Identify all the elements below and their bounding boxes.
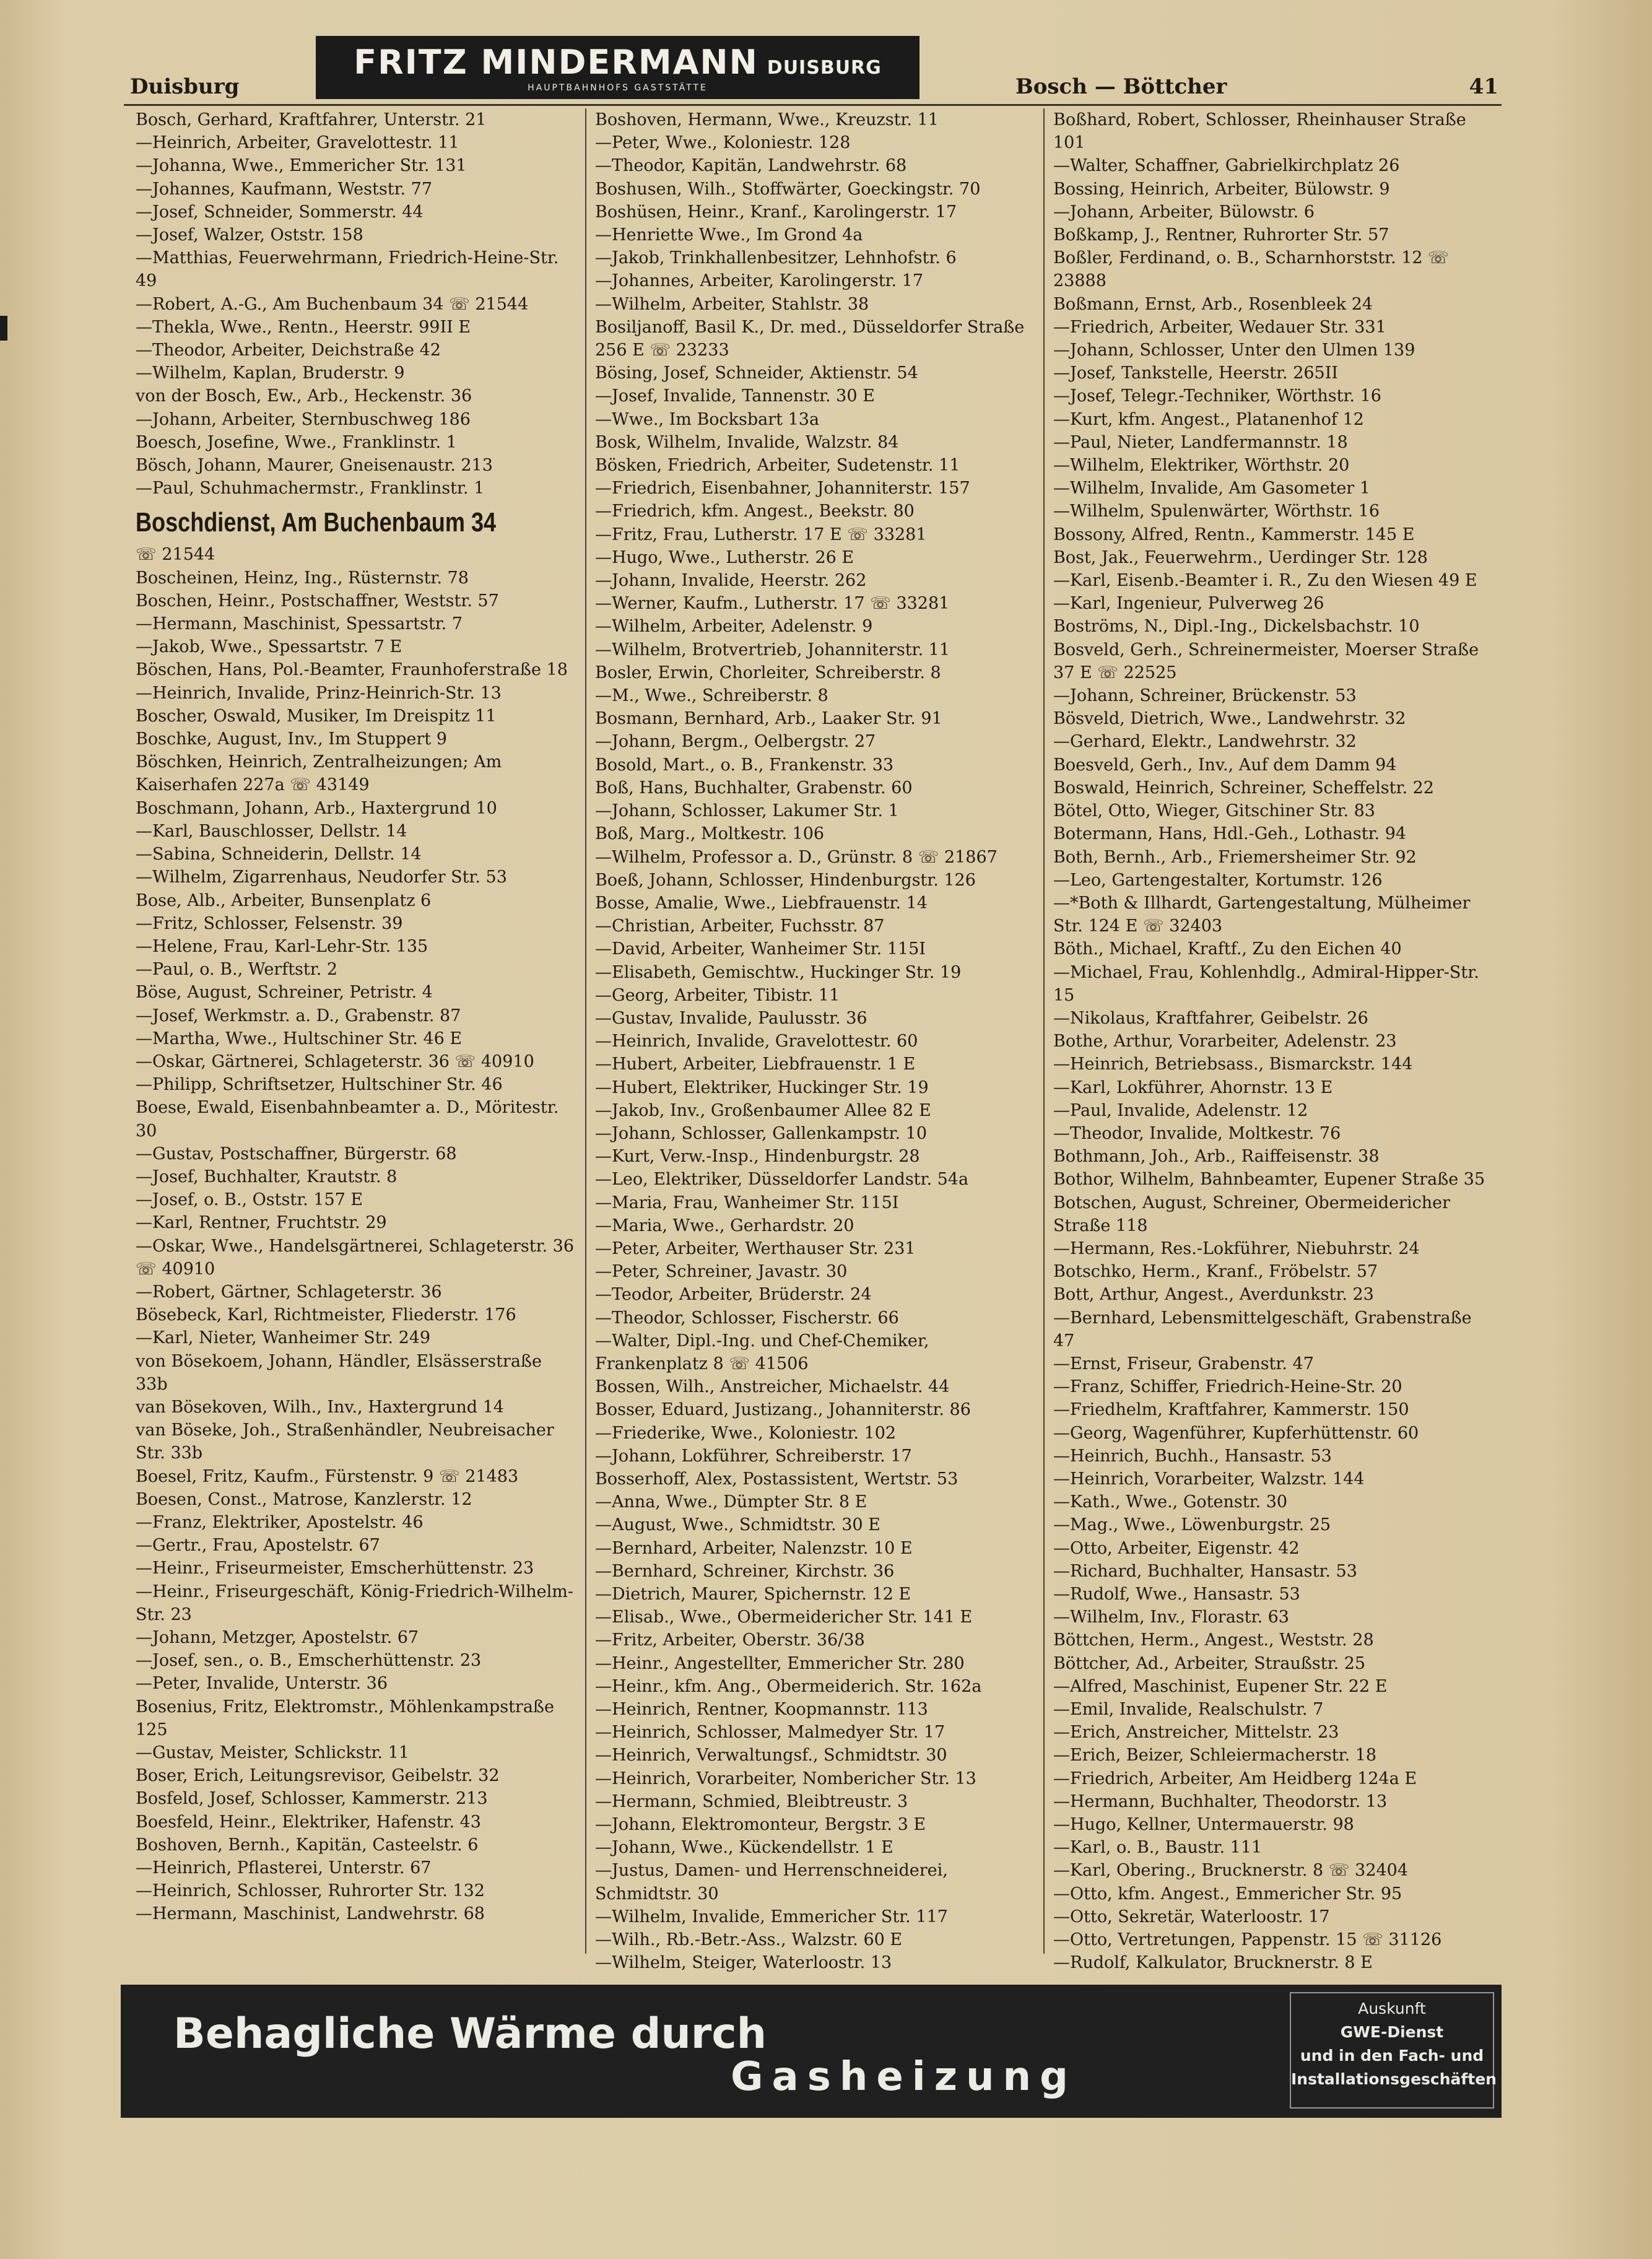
directory-entry: —Wilhelm, Professor a. D., Grünstr. 8 ☏ 21867	[595, 847, 998, 867]
directory-entry: —Oskar, Gärtnerei, Schlageterstr. 36 ☏ 40910	[136, 1051, 534, 1071]
directory-entry: —Gustav, Postschaffner, Bürgerstr. 68	[136, 1144, 457, 1164]
directory-entry: —Werner, Kaufm., Lutherstr. 17 ☏ 33281	[595, 594, 950, 614]
directory-entry: Boser, Erich, Leitungsrevisor, Geibelstr. 32	[136, 1766, 500, 1786]
directory-entry: —Josef, Tankstelle, Heerstr. 265II	[1053, 363, 1339, 383]
directory-entry: —Rudolf, Wwe., Hansastr. 53	[1053, 1585, 1300, 1604]
directory-entry: —Georg, Wagenführer, Kupferhüttenstr. 60	[1053, 1423, 1419, 1443]
directory-entry: Botermann, Hans, Hdl.-Geh., Lothastr. 94	[1053, 824, 1407, 844]
margin-mark	[0, 316, 7, 341]
directory-entry: —Justus, Damen- und Herrenschneiderei, Schmidtstr. 30	[595, 1861, 948, 1904]
directory-entry: ☏ 21544	[136, 545, 215, 565]
directory-entry: Boscheinen, Heinz, Ing., Rüsternstr. 78	[136, 568, 469, 588]
directory-entry: —Oskar, Wwe., Handelsgärtnerei, Schlageterstr. 36 ☏ 40910	[136, 1236, 575, 1279]
directory-entry: Boßhard, Robert, Schlosser, Rheinhauser Straße 101	[1053, 110, 1466, 153]
directory-entry: Bösken, Friedrich, Arbeiter, Sudetenstr. 11	[595, 456, 960, 476]
directory-entry: Bosfeld, Josef, Schlosser, Kammerstr. 213	[136, 1789, 488, 1809]
directory-entry: —Philipp, Schriftsetzer, Hultschiner Str. 46	[136, 1075, 503, 1095]
directory-entry: —Karl, Nieter, Wanheimer Str. 249	[136, 1328, 431, 1348]
directory-entry: —Karl, Rentner, Fruchtstr. 29	[136, 1213, 387, 1233]
directory-entry: Boesveld, Gerh., Inv., Auf dem Damm 94	[1053, 755, 1397, 775]
directory-entry: Bosse, Amalie, Wwe., Liebfrauenstr. 14	[595, 893, 928, 913]
directory-entry: —Heinr., kfm. Ang., Obermeiderich. Str. 162a	[595, 1676, 982, 1696]
directory-entry: —Friedrich, Arbeiter, Am Heidberg 124a E	[1053, 1769, 1417, 1788]
directory-entry: —Walter, Schaffner, Gabrielkirchplatz 26	[1053, 156, 1400, 176]
directory-entry: —Otto, Arbeiter, Eigenstr. 42	[1053, 1538, 1300, 1558]
directory-entry: —*Both & Illhardt, Gartengestaltung, Mülheimer Str. 124 E ☏ 32403	[1053, 893, 1471, 936]
directory-entry: —Sabina, Schneiderin, Dellstr. 14	[136, 845, 422, 864]
directory-entry: —Heinr., Friseurmeister, Emscherhüttenstr. 23	[136, 1559, 534, 1578]
directory-entry: —Gertr., Frau, Apostelstr. 67	[136, 1536, 380, 1556]
directory-entry: —Bernhard, Schreiner, Kirchstr. 36	[595, 1561, 895, 1581]
directory-entry: Bösing, Josef, Schneider, Aktienstr. 54	[595, 363, 918, 383]
directory-entry: —Gustav, Meister, Schlickstr. 11	[136, 1743, 409, 1763]
directory-entry: —Wilhelm, Brotvertrieb, Johanniterstr. 11	[595, 640, 950, 659]
directory-entry: —Josef, sen., o. B., Emscherhüttenstr. 23	[136, 1651, 482, 1671]
directory-entry: —Johann, Arbeiter, Bülowstr. 6	[1053, 202, 1315, 222]
directory-entry: —Friedrich, Eisenbahner, Johanniterstr. 157	[595, 479, 970, 498]
directory-entry: —Josef, o. B., Oststr. 157 E	[136, 1190, 363, 1210]
directory-entry: Bosser, Eduard, Justizang., Johanniterstr. 86	[595, 1400, 971, 1420]
directory-entry: —Franz, Schiffer, Friedrich-Heine-Str. 20	[1053, 1377, 1402, 1397]
directory-entry: —Johann, Schlosser, Gallenkampstr. 10	[595, 1123, 928, 1143]
directory-entry: —Helene, Frau, Karl-Lehr-Str. 135	[136, 936, 428, 956]
directory-entry: Boese, Ewald, Eisenbahnbeamter a. D., Möritestr. 30	[136, 1098, 559, 1141]
ad-box-line: Installationsgeschäften	[1291, 2070, 1497, 2088]
directory-entry: —Josef, Invalide, Tannenstr. 30 E	[595, 386, 875, 406]
directory-entry: —Alfred, Maschinist, Eupener Str. 22 E	[1053, 1676, 1388, 1696]
directory-entry: Bosserhoff, Alex, Postassistent, Wertstr. 53	[595, 1469, 959, 1489]
directory-entry: —Robert, A.-G., Am Buchenbaum 34 ☏ 21544	[136, 294, 529, 314]
directory-entry: —Peter, Arbeiter, Werthauser Str. 231	[595, 1238, 916, 1258]
ad-product: Gasheizung	[731, 2054, 1077, 2100]
directory-entry: —Otto, Vertretungen, Pappenstr. 15 ☏ 31126	[1053, 1930, 1442, 1950]
directory-entry: Boesel, Fritz, Kaufm., Fürstenstr. 9 ☏ 21483	[136, 1466, 519, 1486]
directory-entry: Boßkamp, J., Rentner, Ruhrorter Str. 57	[1053, 225, 1389, 245]
directory-entry: —Johannes, Kaufmann, Weststr. 77	[136, 179, 433, 199]
directory-entry: —David, Arbeiter, Wanheimer Str. 115I	[595, 939, 926, 959]
header-rule	[124, 104, 1502, 106]
directory-entry: —Elisabeth, Gemischtw., Huckinger Str. 19	[595, 962, 962, 982]
directory-entry: Bosmann, Bernhard, Arb., Laaker Str. 91	[595, 709, 942, 729]
column-2	[585, 108, 1043, 1973]
directory-entry: —Johann, Schlosser, Lakumer Str. 1	[595, 801, 899, 821]
banner-subtitle: HAUPTBAHNHOFS GASTSTÄTTE	[528, 82, 708, 93]
directory-entry: —Karl, Eisenb.-Beamter i. R., Zu den Wiesen 49 E	[1053, 571, 1477, 591]
directory-entry: —Paul, Nieter, Landfermannstr. 18	[1053, 432, 1348, 452]
directory-entry: —Hermann, Buchhalter, Theodorstr. 13	[1053, 1791, 1388, 1811]
directory-entry: —Bernhard, Lebensmittelgeschäft, Grabenstraße 47	[1053, 1308, 1472, 1351]
directory-entry: —Wilhelm, Invalide, Am Gasometer 1	[1053, 479, 1370, 498]
directory-entry: —Wilhelm, Arbeiter, Stahlstr. 38	[595, 294, 869, 314]
directory-entry: Boshüsen, Heinr., Kranf., Karolingerstr. 17	[595, 202, 957, 222]
directory-entry: —Hermann, Maschinist, Landwehrstr. 68	[136, 1904, 485, 1924]
ad-headline: Behagliche Wärme durch	[173, 2009, 767, 2058]
directory-entry: —Karl, Lokführer, Ahornstr. 13 E	[1053, 1077, 1333, 1097]
directory-entry: —Kurt, kfm. Angest., Platanenhof 12	[1053, 409, 1364, 429]
directory-entry: —Elisab., Wwe., Obermeidericher Str. 141 E	[595, 1608, 973, 1627]
directory-entry: —Peter, Wwe., Koloniestr. 128	[595, 133, 851, 153]
directory-entry: —Theodor, Arbeiter, Deichstraße 42	[136, 341, 441, 360]
directory-entry: —Ernst, Friseur, Grabenstr. 47	[1053, 1354, 1314, 1373]
directory-entry: Bosch, Gerhard, Kraftfahrer, Unterstr. 21	[136, 110, 487, 129]
directory-entry: —Walter, Dipl.-Ing. und Chef-Chemiker, Frankenplatz 8 ☏ 41506	[595, 1331, 929, 1373]
directory-entry: —Heinrich, Pflasterei, Unterstr. 67	[136, 1858, 432, 1878]
directory-entry: Bothmann, Joh., Arb., Raiffeisenstr. 38	[1053, 1147, 1380, 1167]
column-3	[1043, 108, 1502, 1973]
directory-entry: Bossony, Alfred, Rentn., Kammerstr. 145 E	[1053, 524, 1415, 544]
directory-entry: —Dietrich, Maurer, Spichernstr. 12 E	[595, 1585, 911, 1604]
directory-entry: —Johann, Bergm., Oelbergstr. 27	[595, 732, 876, 752]
directory-entry: —Leo, Gartengestalter, Kortumstr. 126	[1053, 870, 1383, 890]
directory-entry: —Wilhelm, Invalide, Emmericher Str. 117	[595, 1907, 948, 1926]
directory-entry: —Leo, Elektriker, Düsseldorfer Landstr. 54a	[595, 1170, 969, 1190]
directory-entry: —Teodor, Arbeiter, Brüderstr. 24	[595, 1285, 872, 1305]
footer-advertisement	[121, 1985, 1502, 2118]
directory-entry: Boß, Marg., Moltkestr. 106	[595, 824, 825, 844]
banner-title	[354, 43, 882, 82]
directory-entry: —Johann, Schlosser, Unter den Ulmen 139	[1053, 341, 1415, 360]
directory-entry: Boschke, August, Inv., Im Stuppert 9	[136, 729, 447, 749]
directory-entry: Boswald, Heinrich, Schreiner, Scheffelstr. 22	[1053, 778, 1434, 798]
directory-entry: Bosold, Mart., o. B., Frankenstr. 33	[595, 755, 894, 775]
directory-entry: Bösveld, Dietrich, Wwe., Landwehrstr. 32	[1053, 709, 1406, 729]
directory-entry: —Johann, Arbeiter, Sternbuschweg 186	[136, 409, 471, 429]
directory-entry: —Gerhard, Elektr., Landwehrstr. 32	[1053, 732, 1357, 752]
directory-entry: —Heinrich, Invalide, Gravelottestr. 60	[595, 1032, 918, 1051]
directory-entry: Bost, Jak., Feuerwehrm., Uerdinger Str. 128	[1053, 547, 1428, 567]
directory-entry: —Jakob, Trinkhallenbesitzer, Lehnhofstr. 6	[595, 248, 957, 268]
directory-entry: —Wilhelm, Steiger, Waterloostr. 13	[595, 1953, 892, 1973]
directory-entry: —Heinrich, Vorarbeiter, Nombericher Str. 13	[595, 1769, 976, 1788]
directory-entry: Boesen, Const., Matrose, Kanzlerstr. 12	[136, 1489, 472, 1509]
directory-entry: —Rudolf, Kalkulator, Brucknerstr. 8 E	[1053, 1953, 1373, 1973]
directory-entry: —Nikolaus, Kraftfahrer, Geibelstr. 26	[1053, 1008, 1368, 1028]
directory-entry: —Hermann, Maschinist, Spessartstr. 7	[136, 614, 463, 634]
directory-entry: —Karl, Bauschlosser, Dellstr. 14	[136, 821, 407, 841]
directory-entry: —Josef, Buchhalter, Krautstr. 8	[136, 1167, 398, 1186]
directory-entry: —Friedrich, kfm. Angest., Beekstr. 80	[595, 502, 915, 521]
directory-entry: —Johann, Lokführer, Schreiberstr. 17	[595, 1446, 912, 1466]
directory-entry: Bothor, Wilhelm, Bahnbeamter, Eupener Straße 35	[1053, 1170, 1485, 1190]
directory-entry: —Josef, Schneider, Sommerstr. 44	[136, 202, 424, 222]
directory-entry: Bosenius, Fritz, Elektromstr., Möhlenkampstraße 125	[136, 1697, 554, 1739]
directory-entry: Botschko, Herm., Kranf., Fröbelstr. 57	[1053, 1262, 1378, 1282]
directory-entry: Bosk, Wilhelm, Invalide, Walzstr. 84	[595, 432, 899, 452]
directory-entry: Boßler, Ferdinand, o. B., Scharnhorststr. 12 ☏ 23888	[1053, 248, 1449, 291]
ad-box-line: GWE-Dienst	[1340, 2023, 1444, 2041]
directory-entry: —Theodor, Schlosser, Fischerstr. 66	[595, 1308, 899, 1328]
directory-entry: Boß, Hans, Buchhalter, Grabenstr. 60	[595, 778, 913, 798]
header-range: Bosch — Böttcher	[1015, 74, 1227, 99]
directory-entry: —Heinrich, Betriebsass., Bismarckstr. 144	[1053, 1055, 1413, 1074]
ad-box-line: Auskunft	[1358, 2000, 1426, 2017]
directory-entry: —Hermann, Res.-Lokführer, Niebuhrstr. 24	[1053, 1238, 1420, 1258]
directory-entry: —Otto, kfm. Angest., Emmericher Str. 95	[1053, 1884, 1402, 1904]
directory-entry: —Josef, Telegr.-Techniker, Wörthstr. 16	[1053, 386, 1381, 406]
directory-entry: Boshoven, Hermann, Wwe., Kreuzstr. 11	[595, 110, 939, 129]
banner-name: FRITZ MINDERMANN	[354, 42, 759, 82]
directory-entry: Boscher, Oswald, Musiker, Im Dreispitz 11	[136, 706, 497, 726]
directory-entry: —Kath., Wwe., Gotenstr. 30	[1053, 1492, 1288, 1512]
directory-entry: Böse, August, Schreiner, Petristr. 4	[136, 983, 433, 1003]
directory-entry: —Johann, Wwe., Kückendellstr. 1 E	[595, 1838, 893, 1858]
directory-entry: —Wilhelm, Arbeiter, Adelenstr. 9	[595, 617, 873, 637]
directory-entry: —Heinrich, Schlosser, Ruhrorter Str. 132	[136, 1881, 485, 1901]
directory-entry: —Bernhard, Arbeiter, Nalenzstr. 10 E	[595, 1538, 913, 1558]
directory-entry: —Wilhelm, Elektriker, Wörthstr. 20	[1053, 456, 1350, 476]
directory-entry: Bossen, Wilh., Anstreicher, Michaelstr. 44	[595, 1377, 950, 1397]
directory-entry: —Johann, Metzger, Apostelstr. 67	[136, 1628, 419, 1647]
directory-entry: Bösebeck, Karl, Richtmeister, Fliederstr. 176	[136, 1305, 516, 1325]
directory-entry: —Friederike, Wwe., Koloniestr. 102	[595, 1423, 897, 1443]
directory-entry: Botschen, August, Schreiner, Obermeidericher Straße 118	[1053, 1193, 1450, 1235]
directory-entry: —Josef, Walzer, Oststr. 158	[136, 225, 363, 245]
directory-entry: Bott, Arthur, Angest., Averdunkstr. 23	[1053, 1285, 1374, 1305]
directory-entry: von Bösekoem, Johann, Händler, Elsässerstraße 33b	[136, 1351, 542, 1394]
directory-entry: Bose, Alb., Arbeiter, Bunsenplatz 6	[136, 890, 432, 910]
directory-entry: —Heinrich, Vorarbeiter, Walzstr. 144	[1053, 1469, 1365, 1489]
directory-entry: —Heinrich, Buchh., Hansastr. 53	[1053, 1446, 1332, 1466]
directory-entry: —Kurt, Verw.-Insp., Hindenburgstr. 28	[595, 1147, 920, 1167]
directory-entry: Bothe, Arthur, Vorarbeiter, Adelenstr. 23	[1053, 1032, 1397, 1051]
header-city: Duisburg	[130, 74, 240, 99]
directory-entry: Böttcher, Ad., Arbeiter, Straußstr. 25	[1053, 1653, 1366, 1673]
directory-entry: —Karl, Ingenieur, Pulverweg 26	[1053, 594, 1324, 614]
directory-entry: —Anna, Wwe., Dümpter Str. 8 E	[595, 1492, 867, 1512]
directory-entry: —M., Wwe., Schreiberstr. 8	[595, 686, 828, 706]
directory-entry: —Heinrich, Schlosser, Malmedyer Str. 17	[595, 1723, 946, 1743]
directory-entry: Bosiljanoff, Basil K., Dr. med., Düsseldorfer Straße 256 E ☏ 23233	[595, 317, 1025, 360]
directory-entry: —Christian, Arbeiter, Fuchsstr. 87	[595, 916, 885, 936]
directory-entry: —Johann, Invalide, Heerstr. 262	[595, 571, 867, 591]
directory-entry: —Mag., Wwe., Löwenburgstr. 25	[1053, 1515, 1331, 1535]
directory-entry: —Erich, Anstreicher, Mittelstr. 23	[1053, 1723, 1339, 1743]
directory-entry: Böschken, Heinrich, Zentralheizungen; Am Kaiserhafen 227a ☏ 43149	[136, 752, 502, 795]
ad-info-box	[1290, 1992, 1497, 2109]
directory-entry: —Franz, Elektriker, Apostelstr. 46	[136, 1512, 424, 1532]
directory-entry: van Bösekoven, Wilh., Inv., Haxtergrund 14	[136, 1397, 504, 1417]
directory-entry: —Hubert, Elektriker, Huckinger Str. 19	[595, 1077, 929, 1097]
directory-entry: —Richard, Buchhalter, Hansastr. 53	[1053, 1561, 1357, 1581]
directory-entry: —Heinrich, Rentner, Koopmannstr. 113	[595, 1700, 928, 1720]
directory-entry: —August, Wwe., Schmidtstr. 30 E	[595, 1515, 880, 1535]
directory-entry: —Thekla, Wwe., Rentn., Heerstr. 99II E	[136, 317, 471, 337]
directory-entry: —Wilhelm, Kaplan, Bruderstr. 9	[136, 363, 405, 383]
directory-entry: —Friedrich, Arbeiter, Wedauer Str. 331	[1053, 317, 1386, 337]
directory-entry: —Johannes, Arbeiter, Karolingerstr. 17	[595, 271, 924, 291]
directory-entry: —Peter, Schreiner, Javastr. 30	[595, 1262, 848, 1282]
directory-entry: —Henriette Wwe., Im Grond 4a	[595, 225, 863, 245]
page-header	[130, 31, 1498, 99]
directory-entry: —Paul, o. B., Werftstr. 2	[136, 960, 338, 980]
directory-entry: Boschmann, Johann, Arb., Haxtergrund 10	[136, 798, 497, 818]
directory-entry: Boesch, Josefine, Wwe., Franklinstr. 1	[136, 432, 457, 452]
directory-entry: —Paul, Invalide, Adelenstr. 12	[1053, 1100, 1308, 1120]
directory-entry: —Heinrich, Verwaltungsf., Schmidtstr. 30	[595, 1746, 947, 1765]
directory-entry: —Fritz, Schlosser, Felsenstr. 39	[136, 913, 403, 933]
directory-entry: —Heinrich, Invalide, Prinz-Heinrich-Str. 13	[136, 683, 502, 703]
directory-entry: —Johann, Elektromonteur, Bergstr. 3 E	[595, 1815, 926, 1835]
directory-entry: —Jakob, Inv., Großenbaumer Allee 82 E	[595, 1100, 931, 1120]
directory-entry: —Michael, Frau, Kohlenhdlg., Admiral-Hipper-Str. 15	[1053, 962, 1479, 1005]
directory-entry: —Hubert, Arbeiter, Liebfrauenstr. 1 E	[595, 1055, 916, 1074]
directory-entry: —Hugo, Wwe., Lutherstr. 26 E	[595, 547, 854, 567]
directory-entry: —Georg, Arbeiter, Tibistr. 11	[595, 985, 840, 1005]
directory-columns	[127, 108, 1502, 1973]
directory-entry: —Paul, Schuhmachermstr., Franklinstr. 1	[136, 479, 485, 498]
directory-entry: —Emil, Invalide, Realschulstr. 7	[1053, 1700, 1324, 1720]
directory-entry: —Hugo, Kellner, Untermauerstr. 98	[1053, 1815, 1354, 1835]
directory-entry: —Heinr., Friseurgeschäft, König-Friedrich-Wilhelm-Str. 23	[136, 1582, 574, 1624]
directory-entry: —Heinr., Angestellter, Emmericher Str. 280	[595, 1653, 965, 1673]
ad-box-line: und in den Fach- und	[1300, 2047, 1484, 2065]
directory-entry: —Johann, Schreiner, Brückenstr. 53	[1053, 686, 1357, 706]
page-number: 41	[1469, 74, 1498, 99]
directory-entry: Böschen, Hans, Pol.-Beamter, Fraunhoferstraße 18	[136, 660, 568, 680]
directory-entry: —Theodor, Kapitän, Landwehrstr. 68	[595, 156, 907, 176]
directory-entry: —Theodor, Invalide, Moltkestr. 76	[1053, 1123, 1341, 1143]
directory-entry: Boshoven, Bernh., Kapitän, Casteelstr. 6	[136, 1835, 479, 1855]
directory-entry: Böttchen, Herm., Angest., Weststr. 28	[1053, 1630, 1374, 1650]
banner-city: DUISBURG	[767, 56, 882, 79]
directory-entry: —Martha, Wwe., Hultschiner Str. 46 E	[136, 1029, 463, 1048]
directory-entry: —Heinrich, Arbeiter, Gravelottestr. 11	[136, 133, 459, 153]
directory-entry: van Böseke, Joh., Straßenhändler, Neubreisacher Str. 33b	[136, 1421, 554, 1463]
directory-entry: Boesfeld, Heinr., Elektriker, Hafenstr. 43	[136, 1812, 481, 1832]
directory-entry: Bosveld, Gerh., Schreinermeister, Moerser Straße 37 E ☏ 22525	[1053, 640, 1479, 682]
directory-entry: —Wilhelm, Zigarrenhaus, Neudorfer Str. 53	[136, 868, 507, 887]
directory-entry: Bosler, Erwin, Chorleiter, Schreiberstr. 8	[595, 663, 941, 682]
directory-entry: —Friedhelm, Kraftfahrer, Kammerstr. 150	[1053, 1400, 1409, 1420]
directory-entry: Bötel, Otto, Wieger, Gitschiner Str. 83	[1053, 801, 1375, 821]
directory-entry: —Hermann, Schmied, Bleibtreustr. 3	[595, 1791, 908, 1811]
directory-entry: —Wwe., Im Bocksbart 13a	[595, 409, 820, 429]
directory-entry: Boßmann, Ernst, Arb., Rosenbleek 24	[1053, 294, 1373, 314]
directory-entry: —Fritz, Frau, Lutherstr. 17 E ☏ 33281	[595, 524, 927, 544]
directory-entry: —Fritz, Arbeiter, Oberstr. 36/38	[595, 1630, 865, 1650]
directory-entry: —Josef, Werkmstr. a. D., Grabenstr. 87	[136, 1006, 461, 1025]
directory-entry: —Wilhelm, Spulenwärter, Wörthstr. 16	[1053, 502, 1380, 521]
directory-entry: —Jakob, Wwe., Spessartstr. 7 E	[136, 637, 402, 657]
directory-entry: Boeß, Johann, Schlosser, Hindenburgstr. 126	[595, 870, 976, 890]
directory-entry: —Otto, Sekretär, Waterloostr. 17	[1053, 1907, 1330, 1926]
directory-entry: —Matthias, Feuerwehrmann, Friedrich-Heine-Str. 49	[136, 248, 559, 291]
directory-entry: —Karl, Obering., Brucknerstr. 8 ☏ 32404	[1053, 1861, 1409, 1881]
directory-entry: Böth., Michael, Kraftf., Zu den Eichen 40	[1053, 939, 1402, 959]
directory-entry: —Robert, Gärtner, Schlageterstr. 36	[136, 1282, 442, 1302]
directory-entry: —Johanna, Wwe., Emmericher Str. 131	[136, 156, 467, 176]
directory-entry: Bösch, Johann, Maurer, Gneisenaustr. 213	[136, 456, 493, 476]
directory-entry: —Maria, Wwe., Gerhardstr. 20	[595, 1216, 854, 1235]
directory-entry: —Erich, Beizer, Schleiermacherstr. 18	[1053, 1746, 1377, 1765]
directory-entry: —Peter, Invalide, Unterstr. 36	[136, 1674, 388, 1694]
directory-entry: —Karl, o. B., Baustr. 111	[1053, 1838, 1263, 1858]
directory-entry: —Gustav, Invalide, Paulusstr. 36	[595, 1008, 867, 1028]
directory-heading: Boschdienst, Am Buchenbaum 34	[136, 507, 497, 538]
directory-entry: Boschen, Heinr., Postschaffner, Weststr. 57	[136, 591, 499, 611]
directory-entry: —Maria, Frau, Wanheimer Str. 115I	[595, 1193, 899, 1212]
directory-entry: Bossing, Heinrich, Arbeiter, Bülowstr. 9	[1053, 179, 1390, 199]
directory-entry: Boströms, N., Dipl.-Ing., Dickelsbachstr. 10	[1053, 617, 1420, 637]
directory-entry: Boshusen, Wilh., Stoffwärter, Goeckingstr. 70	[595, 179, 981, 199]
directory-entry: Both, Bernh., Arb., Friemersheimer Str. 92	[1053, 847, 1417, 867]
directory-entry: von der Bosch, Ew., Arb., Heckenstr. 36	[136, 386, 472, 406]
column-1	[127, 108, 585, 1954]
directory-entry: —Wilh., Rb.-Betr.-Ass., Walzstr. 60 E	[595, 1930, 903, 1950]
header-banner-ad	[316, 36, 919, 99]
directory-entry: —Wilhelm, Inv., Florastr. 63	[1053, 1608, 1289, 1627]
